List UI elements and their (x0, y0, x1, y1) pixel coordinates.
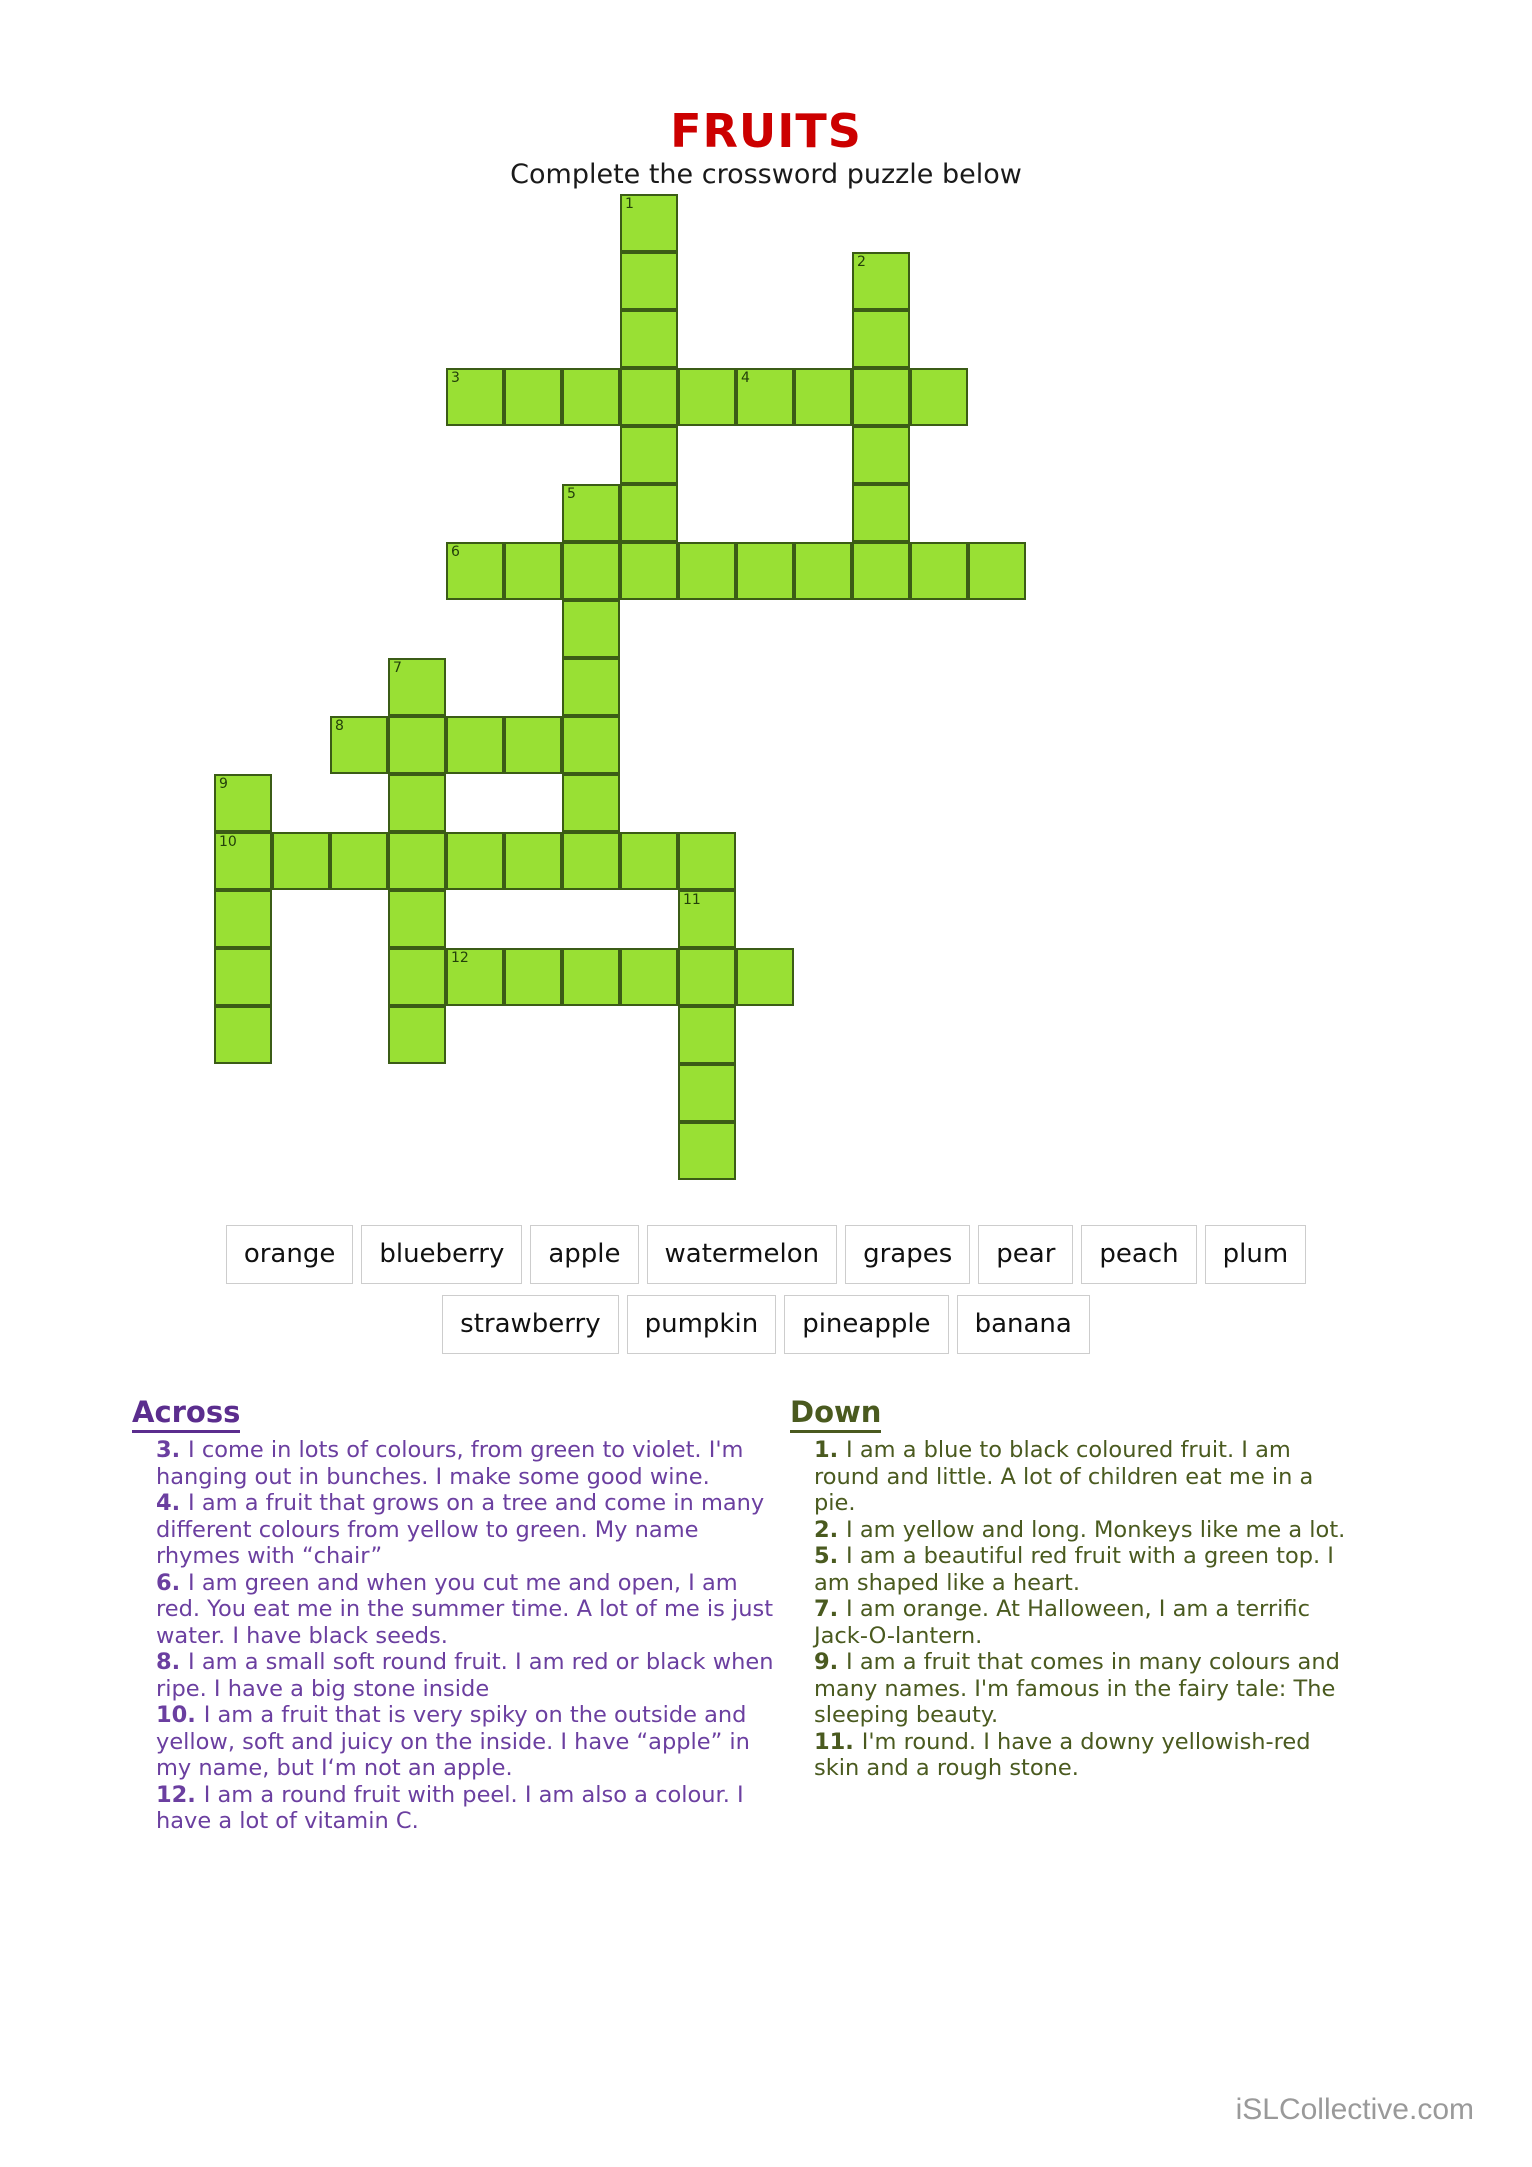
cell-number: 8 (335, 718, 344, 734)
crossword-cell[interactable] (678, 890, 736, 948)
crossword-cell[interactable] (678, 1122, 736, 1180)
clue-item (814, 1437, 1350, 1517)
crossword-cell[interactable] (620, 426, 678, 484)
crossword-cell[interactable] (620, 252, 678, 310)
word-bank-item[interactable]: apple (530, 1225, 638, 1284)
clues-section (0, 1395, 1532, 1955)
across-clues-column (132, 1395, 782, 1835)
clue-item (156, 1490, 782, 1570)
clue-text: I'm round. I have a downy yellowish-red skin and a rough stone. (814, 1728, 1311, 1781)
word-bank-item[interactable]: peach (1081, 1225, 1196, 1284)
crossword-cell[interactable] (446, 832, 504, 890)
crossword-cell[interactable] (388, 774, 446, 832)
clue-number: 9. (814, 1649, 847, 1675)
cell-number: 1 (625, 196, 634, 212)
site-watermark: iSLCollective.com (1235, 2093, 1474, 2126)
crossword-cell[interactable] (504, 832, 562, 890)
crossword-cell[interactable] (620, 484, 678, 542)
clue-text: I am a fruit that grows on a tree and come in many different colours from yellow to green. My name rhymes with “chair” (156, 1490, 765, 1569)
cell-number: 9 (219, 776, 228, 792)
crossword-cell[interactable] (562, 542, 620, 600)
clue-item (156, 1782, 782, 1835)
word-bank (0, 1225, 1532, 1354)
crossword-cell[interactable] (852, 252, 910, 310)
crossword-cell[interactable] (620, 948, 678, 1006)
footer (0, 2093, 1532, 2127)
word-bank-row-1 (0, 1225, 1532, 1284)
cell-number: 3 (451, 370, 460, 386)
crossword-cell[interactable] (214, 890, 272, 948)
clue-text: I am a blue to black coloured fruit. I am round and little. A lot of children eat me in a pie. (814, 1437, 1314, 1516)
crossword-cell[interactable] (620, 310, 678, 368)
crossword-cell[interactable] (388, 1006, 446, 1064)
crossword-cell[interactable] (214, 832, 272, 890)
word-bank-item[interactable]: watermelon (647, 1225, 838, 1284)
word-bank-item[interactable]: pineapple (784, 1295, 948, 1354)
clue-item (814, 1596, 1350, 1649)
crossword-cell[interactable] (446, 948, 504, 1006)
cell-number: 11 (683, 892, 701, 908)
word-bank-item[interactable]: orange (226, 1225, 354, 1284)
crossword-cell[interactable] (504, 948, 562, 1006)
clue-number: 3. (156, 1437, 189, 1463)
clue-number: 1. (814, 1437, 847, 1463)
clue-item (156, 1649, 782, 1702)
crossword-cell[interactable] (620, 832, 678, 890)
clue-item (814, 1517, 1350, 1544)
crossword-cell[interactable] (562, 774, 620, 832)
word-bank-item[interactable]: strawberry (442, 1295, 618, 1354)
cell-number: 7 (393, 660, 402, 676)
clue-number: 5. (814, 1543, 847, 1569)
crossword-cell[interactable] (562, 484, 620, 542)
page-title: FRUITS (670, 104, 862, 158)
across-clue-list (132, 1437, 782, 1835)
crossword-cell[interactable] (678, 368, 736, 426)
clue-item (814, 1649, 1350, 1729)
clue-number: 12. (156, 1781, 204, 1808)
crossword-cell[interactable] (504, 368, 562, 426)
clue-text: I am a round fruit with peel. I am also a colour. I have a lot of vitamin C. (156, 1781, 744, 1834)
down-clues-column (790, 1395, 1350, 1782)
word-bank-item[interactable]: pumpkin (627, 1295, 777, 1354)
crossword-cell[interactable] (736, 368, 794, 426)
crossword-cell[interactable] (446, 542, 504, 600)
word-bank-row-2 (0, 1295, 1532, 1354)
clue-text: I am green and when you cut me and open, I am red. You eat me in the summer time. A lot of me is just water. I have black seeds. (156, 1569, 774, 1649)
clue-item (156, 1437, 782, 1490)
crossword-cell[interactable] (852, 310, 910, 368)
crossword-cell[interactable] (562, 600, 620, 658)
word-bank-item[interactable]: blueberry (361, 1225, 522, 1284)
crossword-cell[interactable] (330, 716, 388, 774)
crossword-cell[interactable] (562, 368, 620, 426)
clue-item (814, 1543, 1350, 1596)
clue-number: 11. (814, 1728, 862, 1755)
crossword-cell[interactable] (736, 542, 794, 600)
cell-number: 10 (219, 834, 237, 850)
crossword-cell[interactable] (388, 890, 446, 948)
clue-number: 8. (156, 1649, 189, 1675)
clue-item (156, 1702, 782, 1782)
crossword-cell[interactable] (678, 832, 736, 890)
crossword-cell[interactable] (388, 716, 446, 774)
clue-number: 4. (156, 1490, 189, 1516)
clue-text: I come in lots of colours, from green to violet. I'm hanging out in bunches. I make some good wine. (156, 1437, 744, 1490)
word-bank-item[interactable]: banana (957, 1295, 1090, 1354)
down-clue-list (790, 1437, 1350, 1782)
crossword-cell[interactable] (330, 832, 388, 890)
clue-text: I am yellow and long. Monkeys like me a lot. (846, 1516, 1346, 1543)
crossword-cell[interactable] (388, 948, 446, 1006)
crossword-cell[interactable] (562, 658, 620, 716)
crossword-cell[interactable] (736, 948, 794, 1006)
crossword-cell[interactable] (910, 542, 968, 600)
clue-number: 6. (156, 1569, 189, 1596)
cell-number: 6 (451, 544, 460, 560)
crossword-cell[interactable] (852, 484, 910, 542)
crossword-cell[interactable] (562, 716, 620, 774)
clue-text: I am a beautiful red fruit with a green top. I am shaped like a heart. (814, 1543, 1334, 1596)
down-heading: Down (790, 1395, 881, 1433)
crossword-cell[interactable] (678, 542, 736, 600)
clue-number: 2. (814, 1516, 847, 1543)
cell-number: 2 (857, 254, 866, 270)
crossword-cell[interactable] (504, 542, 562, 600)
crossword-cell[interactable] (388, 832, 446, 890)
cell-number: 12 (451, 950, 469, 966)
crossword-cell[interactable] (968, 542, 1026, 600)
clue-text: I am a small soft round fruit. I am red or black when ripe. I have a big stone inside (156, 1649, 774, 1702)
crossword-cell[interactable] (562, 948, 620, 1006)
clue-text: I am orange. At Halloween, I am a terrific Jack-O-lantern. (814, 1596, 1310, 1649)
crossword-cell[interactable] (388, 658, 446, 716)
crossword-cell[interactable] (620, 542, 678, 600)
crossword-cell[interactable] (214, 948, 272, 1006)
clue-number: 10. (156, 1702, 204, 1728)
cell-number: 4 (741, 370, 750, 386)
crossword-cell[interactable] (562, 832, 620, 890)
crossword-cell[interactable] (794, 542, 852, 600)
crossword-cell[interactable] (794, 368, 852, 426)
crossword-cell[interactable] (910, 368, 968, 426)
crossword-cell[interactable] (678, 1006, 736, 1064)
word-bank-item[interactable]: pear (978, 1225, 1073, 1284)
crossword-cell[interactable] (446, 368, 504, 426)
crossword-cell[interactable] (678, 1064, 736, 1122)
clue-item (814, 1729, 1350, 1782)
crossword-cell[interactable] (620, 368, 678, 426)
cell-number: 5 (567, 486, 576, 502)
clue-item (156, 1570, 782, 1650)
clue-number: 7. (814, 1596, 847, 1622)
crossword-cell[interactable] (504, 716, 562, 774)
crossword-cell[interactable] (446, 716, 504, 774)
word-bank-item[interactable]: plum (1205, 1225, 1307, 1284)
clue-text: I am a fruit that comes in many colours and many names. I'm famous in the fairy tale: The sleeping beauty. (814, 1649, 1340, 1728)
crossword-cell[interactable] (214, 1006, 272, 1064)
crossword-cell[interactable] (620, 194, 678, 252)
crossword-cell[interactable] (214, 774, 272, 832)
across-heading: Across (132, 1395, 240, 1433)
crossword-cell[interactable] (272, 832, 330, 890)
clue-text: I am a fruit that is very spiky on the outside and yellow, soft and juicy on the inside. I have “apple” in my name, but I‘m not an apple. (156, 1702, 750, 1781)
word-bank-item[interactable]: grapes (845, 1225, 970, 1284)
page-subtitle: Complete the crossword puzzle below (510, 159, 1022, 190)
crossword-cell[interactable] (852, 426, 910, 484)
crossword-cell[interactable] (852, 542, 910, 600)
crossword-cell[interactable] (678, 948, 736, 1006)
crossword-cell[interactable] (852, 368, 910, 426)
